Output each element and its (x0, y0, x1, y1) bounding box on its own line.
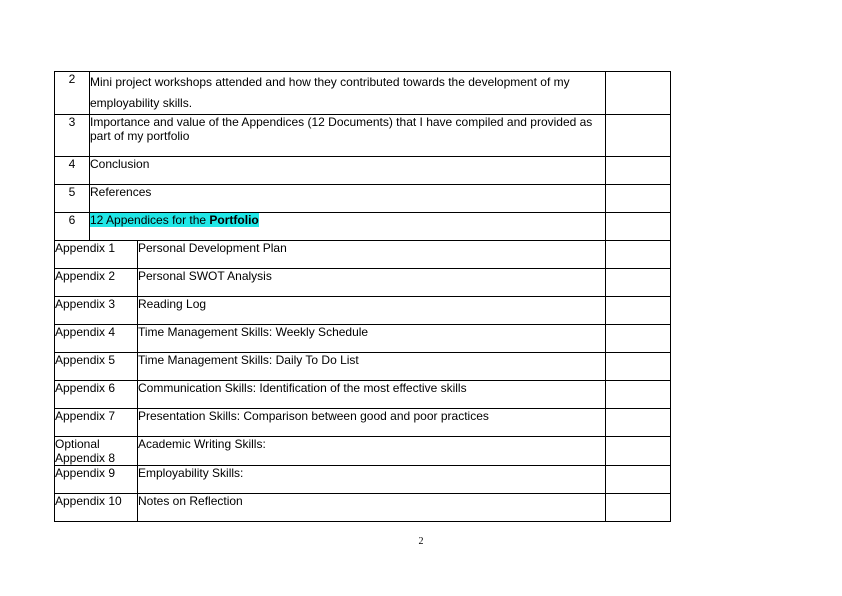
section-text: Mini project workshops attended and how they contributed towards the development of my employability skills. (90, 72, 606, 115)
appendix-label: Appendix 9 (55, 466, 138, 494)
empty-cell (606, 297, 671, 325)
appendix-label: Appendix 1 (55, 241, 138, 269)
appendix-title: Academic Writing Skills: (138, 437, 606, 466)
highlighted-text (90, 213, 259, 227)
appendix-label: Appendix 6 (55, 381, 138, 409)
section-text: References (90, 185, 606, 213)
section-text: Conclusion (90, 157, 606, 185)
section-number: 6 (55, 213, 90, 241)
empty-cell (606, 353, 671, 381)
table-row (55, 213, 671, 241)
appendix-title: Personal Development Plan (138, 241, 606, 269)
empty-cell (606, 381, 671, 409)
section-number: 2 (55, 72, 90, 115)
table-row (55, 72, 671, 115)
appendix-label: Appendix 5 (55, 353, 138, 381)
table-row (55, 241, 671, 269)
appendix-label: Appendix 3 (55, 297, 138, 325)
empty-cell (606, 115, 671, 157)
table-row (55, 437, 671, 466)
table-row (55, 494, 671, 522)
appendix-title: Reading Log (138, 297, 606, 325)
table-row (55, 409, 671, 437)
appendix-title: Employability Skills: (138, 466, 606, 494)
section-number: 3 (55, 115, 90, 157)
empty-cell (606, 409, 671, 437)
empty-cell (606, 437, 671, 466)
section-number: 4 (55, 157, 90, 185)
section-text (90, 213, 606, 241)
table-row (55, 353, 671, 381)
appendix-title: Notes on Reflection (138, 494, 606, 522)
empty-cell (606, 494, 671, 522)
contents-table (54, 71, 671, 522)
empty-cell (606, 241, 671, 269)
section-number: 5 (55, 185, 90, 213)
table-row (55, 297, 671, 325)
table-row (55, 157, 671, 185)
empty-cell (606, 466, 671, 494)
portfolio-bold-text: Portfolio (209, 213, 259, 227)
table-row (55, 466, 671, 494)
empty-cell (606, 325, 671, 353)
appendix-title: Personal SWOT Analysis (138, 269, 606, 297)
table-row (55, 115, 671, 157)
page-number: 2 (418, 536, 424, 547)
table-row (55, 381, 671, 409)
empty-cell (606, 213, 671, 241)
empty-cell (606, 185, 671, 213)
appendix-title: Communication Skills: Identification of the most effective skills (138, 381, 606, 409)
section-text: Importance and value of the Appendices (12 Documents) that I have compiled and provided as part of my portfolio (90, 115, 606, 157)
appendix-label: Appendix 10 (55, 494, 138, 522)
appendix-title: Presentation Skills: Comparison between good and poor practices (138, 409, 606, 437)
appendix-label: Appendix 7 (55, 409, 138, 437)
table-row (55, 185, 671, 213)
appendices-heading-text: 12 Appendices for the (90, 213, 210, 227)
table-row (55, 269, 671, 297)
appendix-label: Appendix 2 (55, 269, 138, 297)
empty-cell (606, 157, 671, 185)
table-row (55, 325, 671, 353)
appendix-title: Time Management Skills: Daily To Do List (138, 353, 606, 381)
empty-cell (606, 269, 671, 297)
appendix-label: Appendix 4 (55, 325, 138, 353)
appendix-label: Optional Appendix 8 (55, 437, 138, 466)
empty-cell (606, 72, 671, 115)
appendix-title: Time Management Skills: Weekly Schedule (138, 325, 606, 353)
